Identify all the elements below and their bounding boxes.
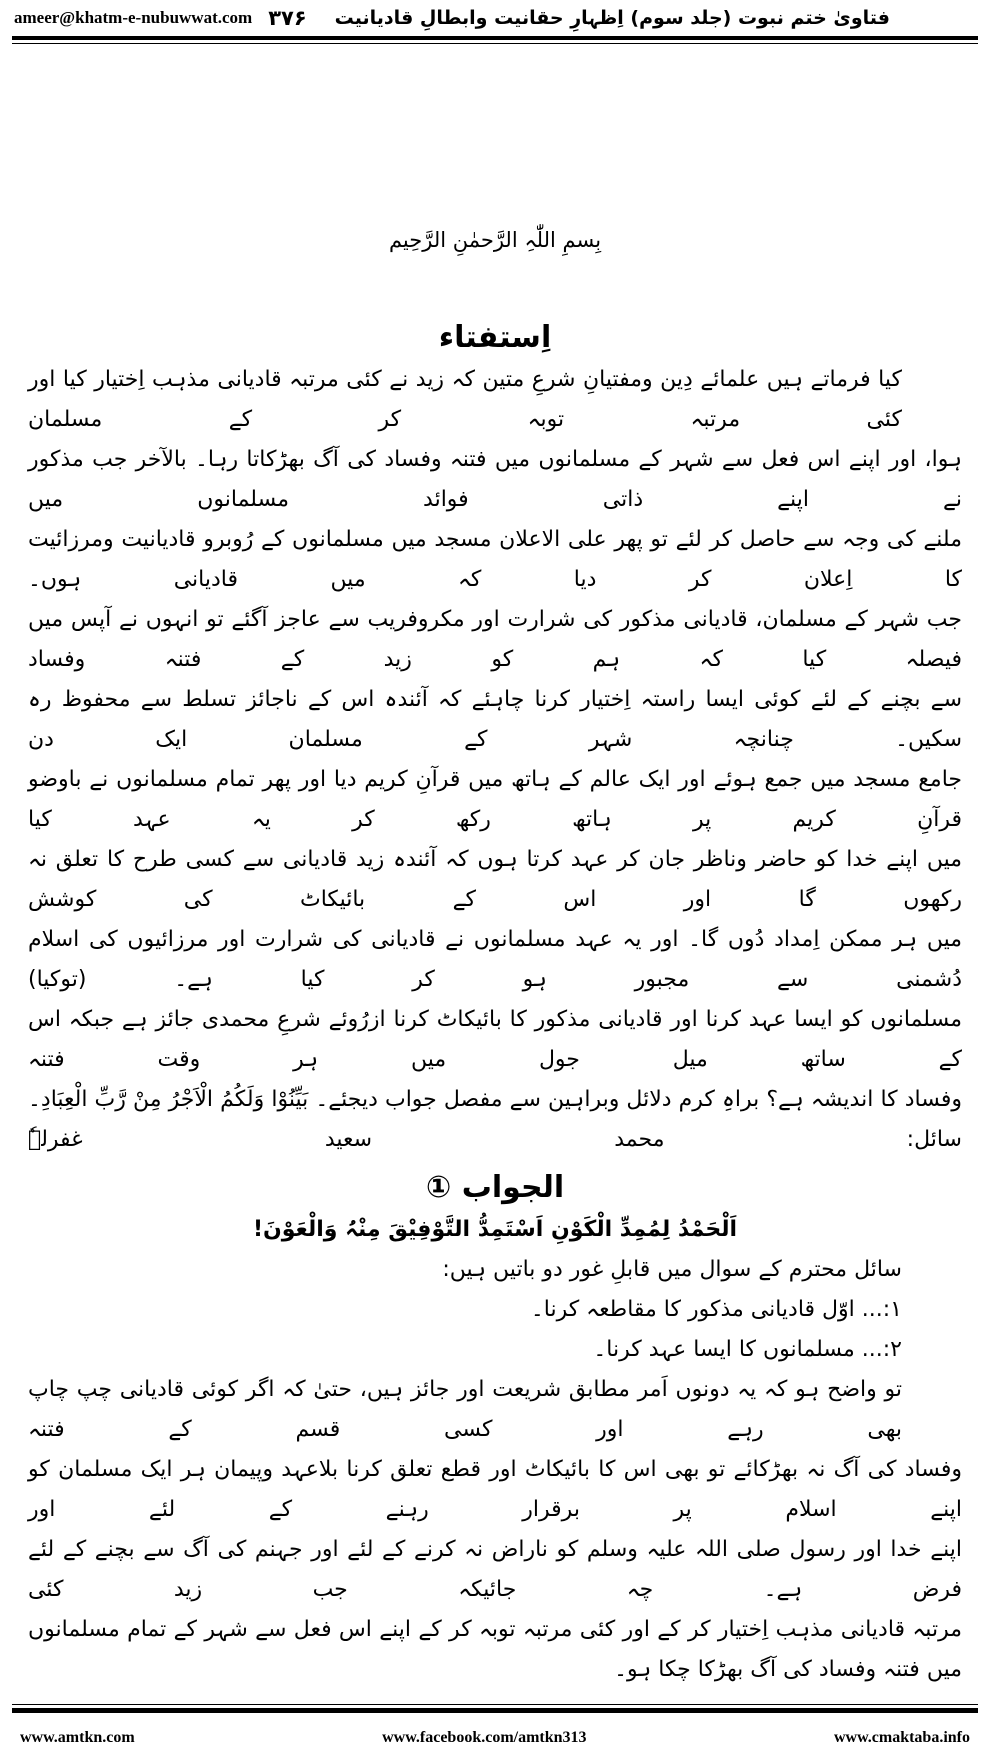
page-content	[0, 220, 990, 1690]
footer-link-cmaktaba[interactable]: www.cmaktaba.info	[833, 1729, 970, 1746]
question-line: مسلمانوں کو ایسا عہد کرنا اور قادیانی مذکور کا بائیکاٹ کرنا ازرُوئے شرعِ محمدی جائز ہے جبکہ اس کے ساتھ میل جول میں ہر وقت فتنہ	[28, 1007, 962, 1072]
header-rule-thin	[12, 43, 978, 44]
question-line: میں اپنے خدا کو حاضر وناظر جان کر عہد کرتا ہوں کہ آئندہ زید قادیانی سے کسی طرح کا تعلق نہ رکھوں گا اور اس کے بائیکاٹ کی کوشش	[28, 847, 963, 912]
question-line: جب شہر کے مسلمان، قادیانی مذکور کی شرارت اور مکروفریب سے عاجز آگئے تو انہوں نے آپس میں فیصلہ کیا کہ ہم کو زید کے فتنہ وفساد	[28, 607, 962, 672]
answer-line: تو واضح ہو کہ یہ دونوں اَمر مطابق شریعت اور جائز ہیں، حتیٰ کہ اگر کوئی قادیانی چپ چاپ بھی رہے اور کسی قسم کے فتنہ	[28, 1377, 902, 1442]
header-title-group	[268, 6, 976, 30]
question-line: ملنے کی وجہ سے حاصل کر لئے تو پھر علی الاعلان مسجد میں مسلمانوں کے رُوبرو قادیانیت ومرزائیت کا اِعلان کر دیا کہ میں قادیانی ہوں۔	[28, 527, 962, 592]
footer-rule-thin	[12, 1704, 978, 1705]
header-email: ameer@khatm-e-nubuwwat.com	[14, 8, 253, 27]
answer-intro: سائل محترم کے سوال میں قابلِ غور دو باتیں ہیں:	[442, 1257, 902, 1282]
header-rule	[12, 36, 978, 40]
question-line: کیا فرماتے ہیں علمائے دِین ومفتیانِ شرعِ متین کہ زید نے کئی مرتبہ قادیانی مذہب اِختیار کیا اور کئی مرتبہ توبہ کر کے مسلمان	[28, 367, 902, 432]
book-title: فتاویٰ ختم نبوت (جلد سوم) اِظہارِ حقانیت وابطالِ قادیانیت	[334, 7, 890, 29]
hamd-line: اَلْحَمْدُ لِمُمِدِّ الْکَوْنِ اَسْتَمِدُّ التَّوْفِیْقَ مِنْہُ وَالْعَوْنَ!	[252, 1217, 738, 1242]
answer-point: ۱:... اوّل قادیانی مذکور کا مقاطعہ کرنا۔	[530, 1297, 902, 1322]
footer-link-amtkn[interactable]: www.amtkn.com	[20, 1729, 135, 1746]
page-header	[0, 0, 990, 30]
question-line: سے بچنے کے لئے کوئی ایسا راستہ اِختیار کرنا چاہئے کہ آئندہ اس کے ناجائز تسلط سے محفوظ رہ سکیں۔ چنانچہ شہر کے مسلمان ایک دن	[28, 687, 962, 752]
bismillah: بِسمِ اللّٰہِ الرَّحمٰنِ الرَّحِیم	[388, 228, 602, 252]
question-body	[28, 360, 962, 1160]
question-line: میں ہر ممکن اِمداد دُوں گا۔ اور یہ عہد مسلمانوں نے قادیانی کی شرارت اور مرزائیوں کی اسلام دُشمنی سے مجبور ہو کر کیا ہے۔ (توکیا)	[28, 927, 962, 992]
page-footer	[0, 1704, 990, 1757]
question-heading: اِستفتاء	[438, 320, 552, 355]
answer-point: ۲:... مسلمانوں کا ایسا عہد کرنا۔	[593, 1337, 902, 1362]
footer-links	[0, 1713, 990, 1757]
question-line: جامع مسجد میں جمع ہوئے اور ایک عالم کے ہاتھ میں قرآنِ کریم دیا اور پھر تمام مسلمانوں نے باوضو قرآنِ کریم پر ہاتھ رکھ کر یہ عہد کیا	[28, 767, 962, 832]
answer-body	[28, 1250, 962, 1690]
answer-line: اپنے خدا اور رسول صلی اللہ علیہ وسلم کو ناراض نہ کرنے کے لئے اور جہنم کی آگ سے بچنے کے لئے فرض ہے۔ چہ جائیکہ جب زید کئی	[28, 1537, 962, 1602]
footer-link-facebook[interactable]: www.facebook.com/amtkn313	[382, 1729, 587, 1746]
question-line: ہوا، اور اپنے اس فعل سے شہر کے مسلمانوں میں فتنہ وفساد کی آگ بھڑکاتا رہا۔ بالآخر جب مذکور نے اپنے ذاتی فوائد مسلمانوں میں	[28, 447, 962, 512]
page-number: ۳۷۶	[268, 6, 307, 30]
question-line: وفساد کا اندیشہ ہے؟ براہِ کرم دلائل وبراہین سے مفصل جواب دیجئے۔ بَیِّنُوْا وَلَکُمُ الْاَجْرُ مِنْ رَّبِّ الْعِبَادِ۔ سائل: محمد سعید غفرلہٗ	[28, 1087, 962, 1152]
answer-line: وفساد کی آگ نہ بھڑکائے تو بھی اس کا بائیکاٹ اور قطع تعلق کرنا بلاعہد وپیمان ہر ایک مسلمان کو اپنے اسلام پر برقرار رہنے کے لئے اور	[28, 1457, 962, 1522]
answer-line: مرتبہ قادیانی مذہب اِختیار کر کے اور کئی مرتبہ توبہ کر کے اپنے اس فعل سے شہر کے تمام مسلمانوں میں فتنہ وفساد کی آگ بھڑکا چکا ہو۔	[28, 1617, 962, 1682]
answer-heading: الجواب ①	[425, 1170, 565, 1205]
